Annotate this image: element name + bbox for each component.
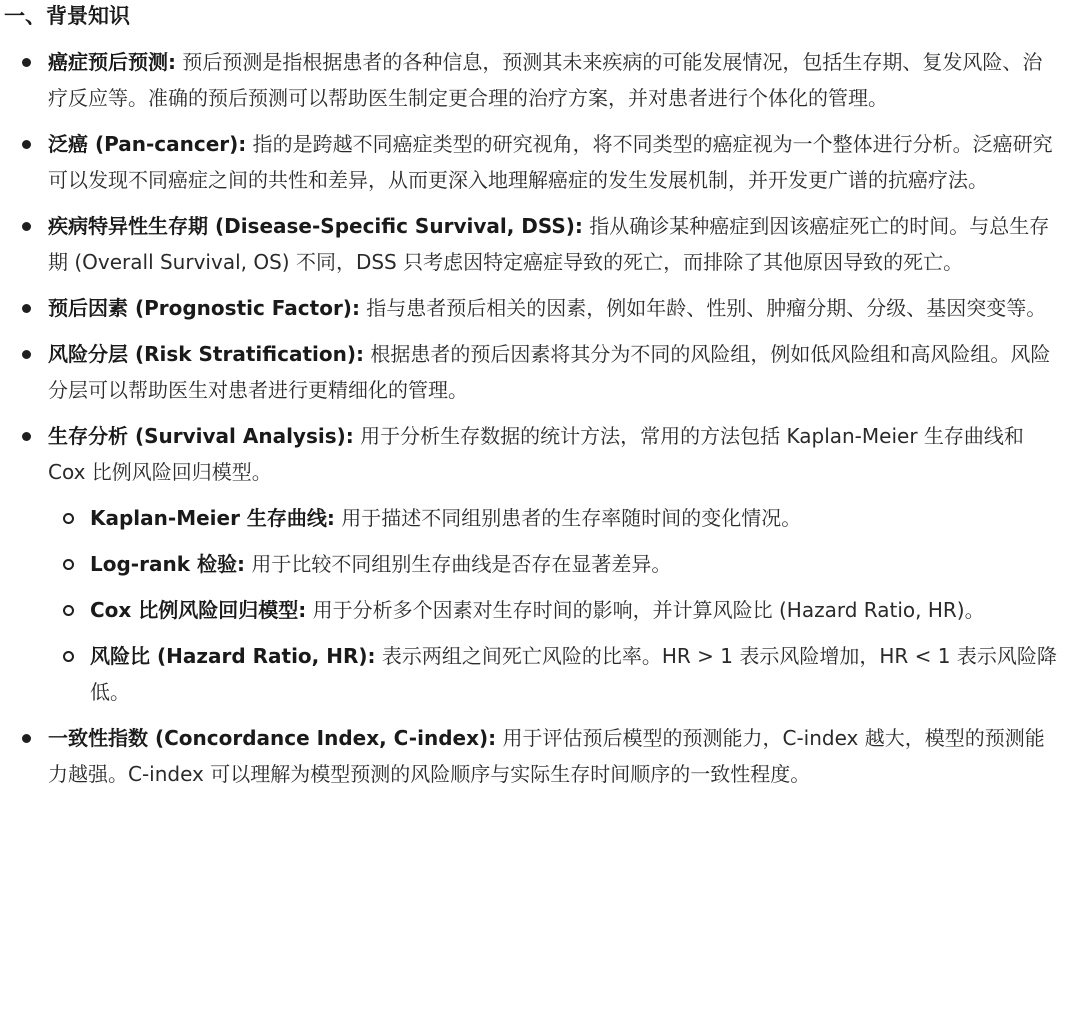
subitem-term: Cox 比例风险回归模型:: [90, 598, 307, 622]
bullet-icon: [22, 140, 31, 149]
hollow-bullet-icon: [63, 513, 74, 524]
sublist-item-kaplan-meier: [48, 500, 1058, 536]
list-item-pan-cancer: [4, 126, 1058, 198]
subitem-term: Log-rank 检验:: [90, 552, 245, 576]
subitem-text: 用于比较不同组别生存曲线是否存在显著差异。: [244, 552, 672, 576]
bullet-icon: [22, 304, 31, 313]
item-term: 疾病特异性生存期 (Disease-Specific Survival, DSS):: [48, 214, 583, 238]
sublist-item-log-rank: [48, 546, 1058, 582]
item-text: 指的是跨越不同癌症类型的研究视角，将不同类型的癌症视为一个整体进行分析。泛癌研究可以发现不同癌症之间的共性和差异，从而更深入地理解癌症的发生发展机制，并开发更广谱的抗癌疗法。: [48, 132, 1053, 192]
item-term: 泛癌 (Pan-cancer):: [48, 132, 247, 156]
document-page: [0, 2, 1080, 1027]
item-text: 指从确诊某种癌症到因该癌症死亡的时间。与总生存期 (Overall Survival, OS) 不同，DSS 只考虑因特定癌症导致的死亡，而排除了其他原因导致的死亡。: [48, 214, 1050, 274]
sublist-item-hazard-ratio: [48, 638, 1058, 710]
list-item-c-index: [4, 720, 1058, 792]
bullet-icon: [22, 432, 31, 441]
list-item-prognosis-prediction: [4, 44, 1058, 116]
subitem-term: Kaplan-Meier 生存曲线:: [90, 506, 335, 530]
subitem-text: 表示两组之间死亡风险的比率。HR > 1 表示风险增加，HR < 1 表示风险降低。: [90, 644, 1057, 704]
survival-analysis-sublist: [48, 500, 1058, 710]
list-item-survival-analysis: [4, 418, 1058, 710]
item-term: 癌症预后预测:: [48, 50, 176, 74]
hollow-bullet-icon: [63, 651, 74, 662]
item-text: 用于评估预后模型的预测能力，C-index 越大，模型的预测能力越强。C-index 可以理解为模型预测的风险顺序与实际生存时间顺序的一致性程度。: [48, 726, 1045, 786]
sublist-item-cox-model: [48, 592, 1058, 628]
bullet-icon: [22, 58, 31, 67]
item-text: 指与患者预后相关的因素，例如年龄、性别、肿瘤分期、分级、基因突变等。: [359, 296, 1047, 320]
hollow-bullet-icon: [63, 559, 74, 570]
background-list: [4, 44, 1058, 792]
bullet-icon: [22, 350, 31, 359]
item-term: 预后因素 (Prognostic Factor):: [48, 296, 360, 320]
subitem-text: 用于描述不同组别患者的生存率随时间的变化情况。: [334, 506, 802, 530]
hollow-bullet-icon: [63, 605, 74, 616]
item-term: 一致性指数 (Concordance Index, C-index):: [48, 726, 497, 750]
list-item-prognostic-factor: [4, 290, 1058, 326]
bullet-icon: [22, 734, 31, 743]
bullet-icon: [22, 222, 31, 231]
item-term: 生存分析 (Survival Analysis):: [48, 424, 354, 448]
list-item-risk-stratification: [4, 336, 1058, 408]
item-text: 预后预测是指根据患者的各种信息，预测其未来疾病的可能发展情况，包括生存期、复发风险、治疗反应等。准确的预后预测可以帮助医生制定更合理的治疗方案，并对患者进行个体化的管理。: [48, 50, 1043, 110]
item-text: 根据患者的预后因素将其分为不同的风险组，例如低风险组和高风险组。风险分层可以帮助医生对患者进行更精细化的管理。: [48, 342, 1051, 402]
item-term: 风险分层 (Risk Stratification):: [48, 342, 364, 366]
section-title: 一、背景知识: [4, 4, 130, 28]
list-item-dss: [4, 208, 1058, 280]
item-text: 用于分析生存数据的统计方法，常用的方法包括 Kaplan-Meier 生存曲线和 Cox 比例风险回归模型。: [48, 424, 1024, 484]
subitem-term: 风险比 (Hazard Ratio, HR):: [90, 644, 376, 668]
subitem-text: 用于分析多个因素对生存时间的影响，并计算风险比 (Hazard Ratio, HR)。: [306, 598, 985, 622]
